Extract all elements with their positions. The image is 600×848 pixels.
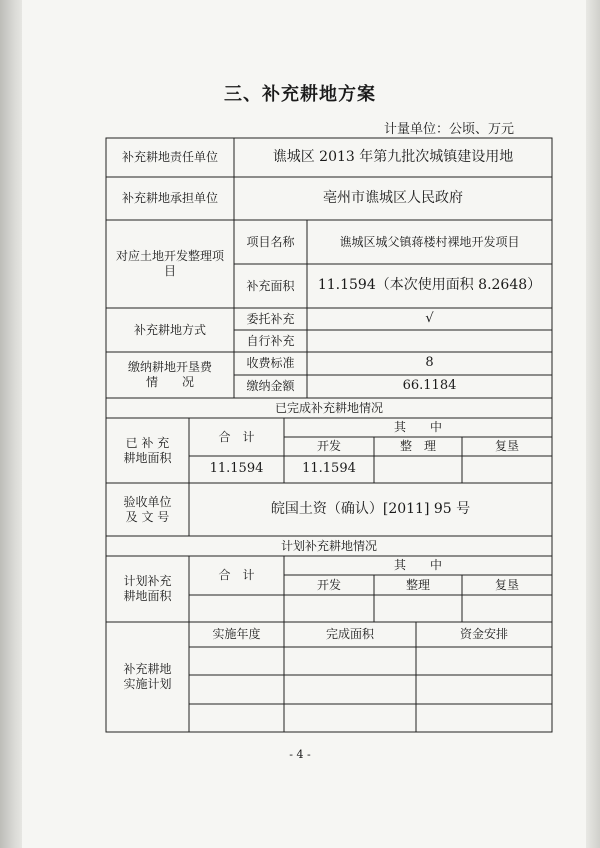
planned-total-label: 合 计 [218,568,255,582]
project-name-value: 谯城区城父镇蒋楼村裸地开发项目 [339,234,520,249]
responsible-unit-label: 补充耕地责任单位 [121,150,218,164]
planned-col-consolidate: 整理 [405,577,430,592]
self-label: 自行补充 [246,333,295,348]
acceptance-label-line1: 验收单位 [123,494,172,509]
undertaking-unit-value: 亳州市谯城区人民政府 [323,189,463,206]
fee-amount-label: 缴纳金额 [246,379,295,393]
completed-among-label: 其 中 [393,420,442,434]
planned-col-reclaim: 复垦 [494,577,519,592]
planned-area-label-line1: 计划补充 [123,574,172,588]
fee-label [106,352,234,398]
implementation-plan-label [106,622,189,732]
project-name-label: 项目名称 [246,234,295,249]
acceptance-label-line2: 及 文 号 [125,509,170,524]
supplement-area-value: 11.1594（本次使用面积 8.2648） [317,277,542,294]
completed-area-label [106,418,189,483]
self-value [307,330,552,352]
completed-dev-value: 11.1594 [302,461,356,477]
planned-area-label-line2: 耕地面积 [123,589,172,603]
completed-consolidate-value [374,456,462,483]
planned-col-dev: 开发 [316,577,341,592]
planned-area-label [106,556,189,622]
responsible-unit-value: 谯城区 2013 年第九批次城镇建设用地 [272,148,514,165]
undertaking-unit-label: 补充耕地承担单位 [121,191,218,205]
col-funds-arrangement: 资金安排 [459,627,508,641]
completed-col-dev: 开发 [316,439,341,453]
fee-standard-value: 8 [425,355,434,371]
completed-total-value: 11.1594 [209,461,264,477]
fee-standard-label: 收费标准 [246,356,295,370]
entrusted-label: 委托补充 [246,311,295,326]
completed-col-consolidate: 整 理 [399,439,436,453]
completed-area-label-line1: 已 补 充 [125,435,170,450]
col-completed-area: 完成面积 [325,627,374,641]
completed-total-label: 合 计 [218,429,255,444]
supplement-area-label: 补充面积 [246,278,295,293]
completed-area-label-line2: 耕地面积 [123,450,172,465]
page-number: - 4 - [289,748,311,761]
unit-note: 计量单位：公顷、万元 [383,122,514,137]
col-implementation-year: 实施年度 [212,627,261,641]
entrusted-check: √ [425,310,434,326]
method-label: 补充耕地方式 [133,322,206,337]
planned-section-title: 计划补充耕地情况 [280,538,377,553]
acceptance-label [106,483,189,536]
acceptance-value: 皖国土资（确认）[2011] 95 号 [270,500,471,517]
completed-reclaim-value [462,456,552,483]
completed-col-reclaim: 复垦 [494,439,519,453]
fee-label-line2: 情 况 [145,375,194,389]
page-title: 三、补充耕地方案 [224,84,376,105]
dev-project-label: 对应土地开发整理项目 [115,249,224,278]
planned-among-label: 其 中 [393,558,442,572]
implementation-plan-label-line2: 实施计划 [123,677,172,691]
fee-label-line1: 缴纳耕地开垦费 [127,360,212,374]
fee-amount-value: 66.1184 [402,378,457,394]
completed-section-title: 已完成补充耕地情况 [274,400,383,415]
implementation-plan-label-line1: 补充耕地 [123,662,172,676]
